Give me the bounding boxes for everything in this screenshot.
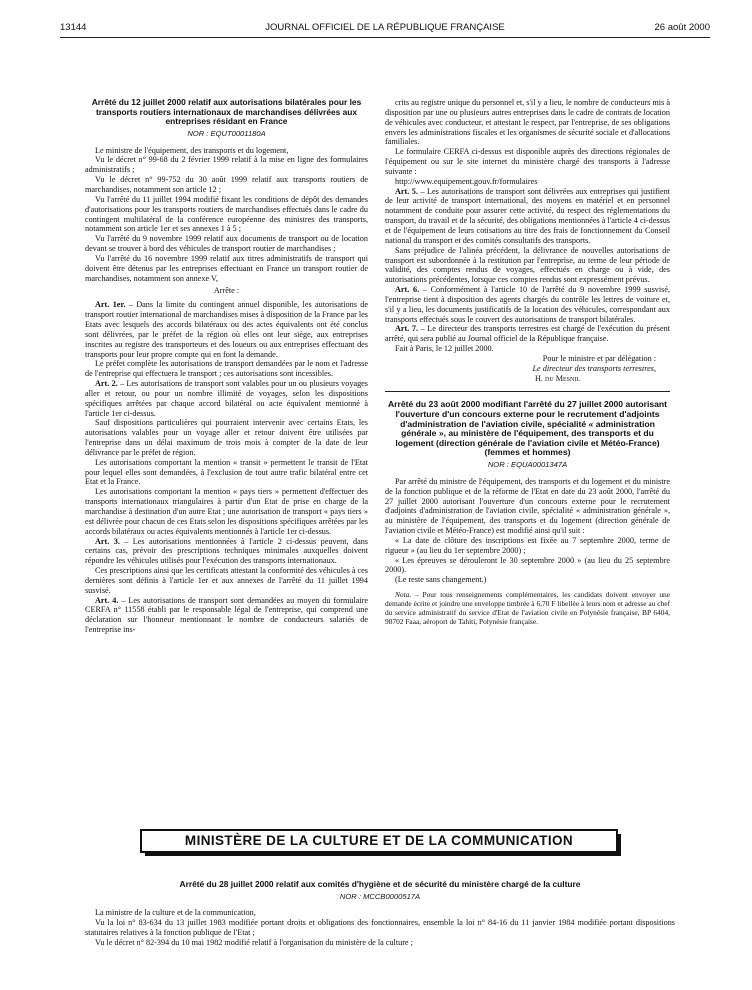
article-label: Art. 6. (395, 285, 420, 295)
preamble-paragraph: Vu l'arrêté du 9 novembre 1999 relatif aux documents de transport ou de location devant se trouver à bord des véhicules de transport routier de marchandises ; (85, 234, 368, 254)
section-divider (385, 391, 670, 392)
nor-reference-3: NOR : MCCB0000517A (339, 891, 421, 901)
preamble (85, 146, 368, 284)
decree-title: Arrêté du 12 juillet 2000 relatif aux autorisations bilatérales pour les transports routiers internationaux de marchandises délivrées aux entreprises résidant en France (91, 97, 362, 127)
article-text: http://www.equipement.gouv.fr/formulaires (395, 176, 538, 186)
article-paragraph (385, 177, 670, 187)
preamble-paragraph: Vu l'arrêté du 11 juillet 1994 modifié fixant les conditions de dépôt des demandes d'autorisations pour les transports routiers de marchandises effectués dans le cadre du contingent multilatéral de la conférence européenne des ministres des transports, notamment son article 1er et ses annexes 1 à 5 ; (85, 194, 368, 234)
nota: Nota. – Pour tous renseignements complémentaires, les candidats doivent envoyer une demande écrite et joindre une enveloppe timbrée à 6,70 F libellée à leurs nom et adresse au chef du service administratif du service d'Etat de l'aviation civile en Polynésie française, BP 6404, 98702 Faaa, aéroport de Tahiti, Polynésie française. (385, 590, 670, 626)
decree-3-body (85, 908, 675, 947)
article-label: Art. 4. (95, 595, 119, 605)
article-paragraph (85, 458, 368, 488)
article-text: – Les autorisations de transport sont valables pour un ou plusieurs voyages aller et retour, ou pour un nombre illimité de voyages, selon les dispositions spécifiques arrêtées par chaque accord bilatéral ou acte équivalent mentionné à l'article 1er ci-dessus. (85, 379, 368, 418)
article-text: Les autorisations comportant la mention « pays tiers » permettent d'effectuer des transports internationaux triangulaires à partir d'un Etat de prise en charge de la marchandise à destination d'un autre Etat ; une autorisation de transport « pays tiers » est délivrée pour chacun de ces Etats selon les dispositions spécifiques arrêtées par les accords bilatéraux ou actes équivalents mentionnés à l'article 1er ci-dessus. (85, 487, 368, 536)
body-paragraph: La ministre de la culture et de la communication, (95, 908, 256, 918)
article-paragraph (385, 187, 670, 246)
body-paragraph: Vu le décret n° 82-394 du 10 mai 1982 modifié relatif à l'organisation du ministère de la culture ; (95, 937, 413, 947)
article-label: Art. 7. (395, 324, 419, 334)
decree-title-3: Arrêté du 28 juillet 2000 relatif aux comités d'hygiène et de sécurité du ministère chargé de la culture (179, 879, 581, 889)
issue-date: 26 août 2000 (654, 22, 710, 33)
article-paragraph (85, 359, 368, 379)
article-paragraph (385, 285, 670, 324)
article-text: Le formulaire CERFA ci-dessus est disponible auprès des directions régionales de l'équipement ou sur le site internet du ministère chargé des transports à l'adresse suivante : (385, 147, 670, 176)
article-text: crits au registre unique du personnel et, s'il y a lieu, le nombre de conducteurs mis à disposition par une ou plusieurs autres entreprises dans le cadre de contrats de location de véhicules avec conducteur, et attestant le respect, par l'entreprise, de ses obligations envers les administrations fiscales et les organismes de sécurité sociale et d'allocations familiales. (385, 98, 670, 147)
article-label: Art. 1er. (95, 300, 126, 310)
article-label: Art. 2. (95, 379, 118, 389)
arrete-heading: Arrête : (213, 286, 240, 296)
article-text: Sans préjudice de l'alinéa précédent, la délivrance de nouvelles autorisations de transport est subordonnée à la restitution par l'entreprise, au terme de leur période de validité, des comptes rendus de voyages, effectués en charge ou à vide, des autorisations précédentes, lorsque ces comptes rendus sont expressément prévus. (385, 245, 670, 285)
journal-title: JOURNAL OFFICIEL DE LA RÉPUBLIQUE FRANÇAISE (265, 22, 505, 33)
article-text: – Conformément à l'article 10 de l'arrêté du 9 novembre 1999 susvisé, l'entreprise tient à disposition des agents chargés du contrôle les lettres de voiture et, s'il y a lieu, les documents justificatifs de la location des véhicules, correspondant aux transports effectués sous le couvert des autorisations de transport bilatérales. (385, 285, 671, 324)
article-text: – Dans la limite du contingent annuel disponible, les autorisations de transport routier international de marchandises mises à disposition de la France par les Etats avec lesquels des accords bilatéraux ou des actes équivalents ont été conclus sont délivrées, par le préfet de la région où elles ont leur siège, aux entreprises inscrites au registre des transporteurs et des loueurs ou aux entreprises effectuant des transports pour leur propre compte qui en font la demande. (85, 300, 368, 359)
article-paragraph (85, 566, 368, 596)
decree-2-body (385, 477, 670, 585)
body-paragraph: « Les épreuves se dérouleront le 30 septembre 2000 » (au lieu du 25 septembre 2000). (385, 555, 670, 575)
nor-reference: NOR : EQUT0001180A (187, 128, 266, 138)
page-number: 13144 (60, 22, 87, 33)
article-text: Ces prescriptions ainsi que les certificats attestant la conformité des véhicules à ces dernières sont définis à l'article 1er et aux annexes de l'arrêté du 11 juillet 1994 susvisé. (85, 566, 368, 595)
body-paragraph: Vu la loi n° 83-634 du 13 juillet 1983 modifiée portant droits et obligations des fonctionnaires, ensemble la loi n° 84-16 du 11 janvier 1984 modifiée portant dispositions statutaires relatives à la fonction publique de l'Etat ; (85, 918, 675, 938)
right-column (385, 98, 670, 627)
decree-title-2: Arrêté du 23 août 2000 modifiant l'arrêté du 27 juillet 2000 autorisant l'ouverture d'un concours externe pour le recrutement d'adjoints d'administration de l'aviation civile, spécialité « administration générale », au ministère de l'équipement, des transports et du logement (direction générale de l'aviation civile et Météo-France) (femmes et hommes) (387, 399, 668, 458)
left-column (85, 98, 368, 635)
bottom-section (85, 880, 675, 948)
body-paragraph: « La date de clôture des inscriptions est fixée au 7 septembre 2000, terme de rigueur » (au lieu du 1er septembre 2000) ; (385, 535, 670, 555)
ministry-banner: MINISTÈRE DE LA CULTURE ET DE LA COMMUNICATION (140, 829, 618, 853)
preamble-paragraph: Vu l'arrêté du 16 novembre 1999 relatif aux titres administratifs de transport qui doivent être détenus par les entreprises effectuant en France un transport routier de marchandises, notamment son annexe V, (85, 253, 368, 283)
article-paragraph (85, 300, 368, 359)
preamble-paragraph: Vu le décret n° 99-752 du 30 août 1999 relatif aux transports routiers de marchandises, notamment son article 12 ; (85, 175, 368, 194)
preamble-paragraph: Le ministre de l'équipement, des transports et du logement, (95, 145, 289, 155)
article-text: – Les autorisations mentionnées à l'article 2 ci-dessus peuvent, dans certains cas, prévoir des prescriptions techniques minimales auxquelles doivent répondre les véhicules utilisés pour l'exécution des transports internationaux. (85, 536, 368, 566)
article-paragraph (385, 98, 670, 147)
article-text: – Le directeur des transports terrestres est chargé de l'exécution du présent arrêté, qui sera publié au Journal officiel de la République française. (385, 324, 670, 344)
article-paragraph (85, 418, 368, 457)
article-paragraph (85, 379, 368, 418)
article-text: – Les autorisations de transport sont demandées au moyen du formulaire CERFA n° 11558 établi par le responsable légal de l'entreprise, qui comprend une déclaration sur l'honneur mentionnant le nombre de conducteurs salariés de l'entreprise ins- (85, 595, 368, 635)
article-text: Le préfet complète les autorisations de transport demandées par le nom et l'adresse de l'entreprise qui effectuera le transport ; ces autorisations sont incessibles. (85, 359, 368, 379)
article-paragraph (385, 246, 670, 285)
article-label: Art. 3. (95, 536, 120, 546)
article-text: – Les autorisations de transport sont délivrées aux entreprises qui justifient de leur activité de transport international, des moyens en matériel et en personnel notamment de conduite pour assurer cette activité, du respect des réglementations du transport, du travail et de la sécurité, des obligations mentionnées à l'article 4 ci-dessus et de l'équipement de leurs cotisations au titre des frais de fonctionnement du Conseil national du transport et des comités consultatifs des transports. (385, 186, 670, 245)
signature-role: Le directeur des transports terrestres, (532, 363, 656, 373)
preamble-paragraph: Vu le décret n° 99-68 du 2 février 1999 relatif à la mise en ligne des formulaires administratifs ; (85, 155, 368, 175)
nor-reference-2: NOR : EQUA0001347A (487, 460, 568, 470)
article-paragraph (85, 596, 368, 635)
header-rule (60, 37, 710, 38)
article-paragraph (85, 487, 368, 536)
article-paragraph (385, 324, 670, 344)
body-paragraph: (Le reste sans changement.) (395, 575, 487, 585)
article-label: Art. 5. (395, 186, 418, 196)
article-paragraph (85, 537, 368, 567)
place-date: Fait à Paris, le 12 juillet 2000. (395, 344, 494, 354)
article-text: Sauf dispositions particulières qui pourraient intervenir avec certains Etats, les autorisations valables pour un voyage aller et retour doivent être utilisées par l'entreprise dans un délai maximum de trois mois à compter de la date de leur délivrance par le préfet de région. (85, 418, 368, 457)
article-text: Les autorisations comportant la mention « transit » permettent le transit de l'Etat pour lequel elles sont demandées, à l'exclusion de tout autre trafic bilatéral entre cet Etat et la France. (85, 457, 368, 487)
page-header (60, 22, 710, 36)
articles (85, 300, 368, 635)
article-paragraph (385, 147, 670, 177)
signature-name: H. du Mesnil (535, 373, 580, 383)
articles-continued (385, 98, 670, 344)
signature-delegation: Pour le ministre et par délégation : (542, 353, 656, 363)
body-paragraph: Par arrêté du ministre de l'équipement, des transports et du logement et du ministre de la fonction publique et de la réforme de l'Etat en date du 23 août 2000, l'arrêté du 27 juillet 2000 autorisant l'ouverture d'un concours externe pour le recrutement d'adjoints d'administration de l'aviation civile, spécialité « administration générale », au ministère de l'équipement, des transports et du logement (direction générale de l'aviation civile et Météo-France) est modifié ainsi qu'il suit : (385, 476, 670, 536)
